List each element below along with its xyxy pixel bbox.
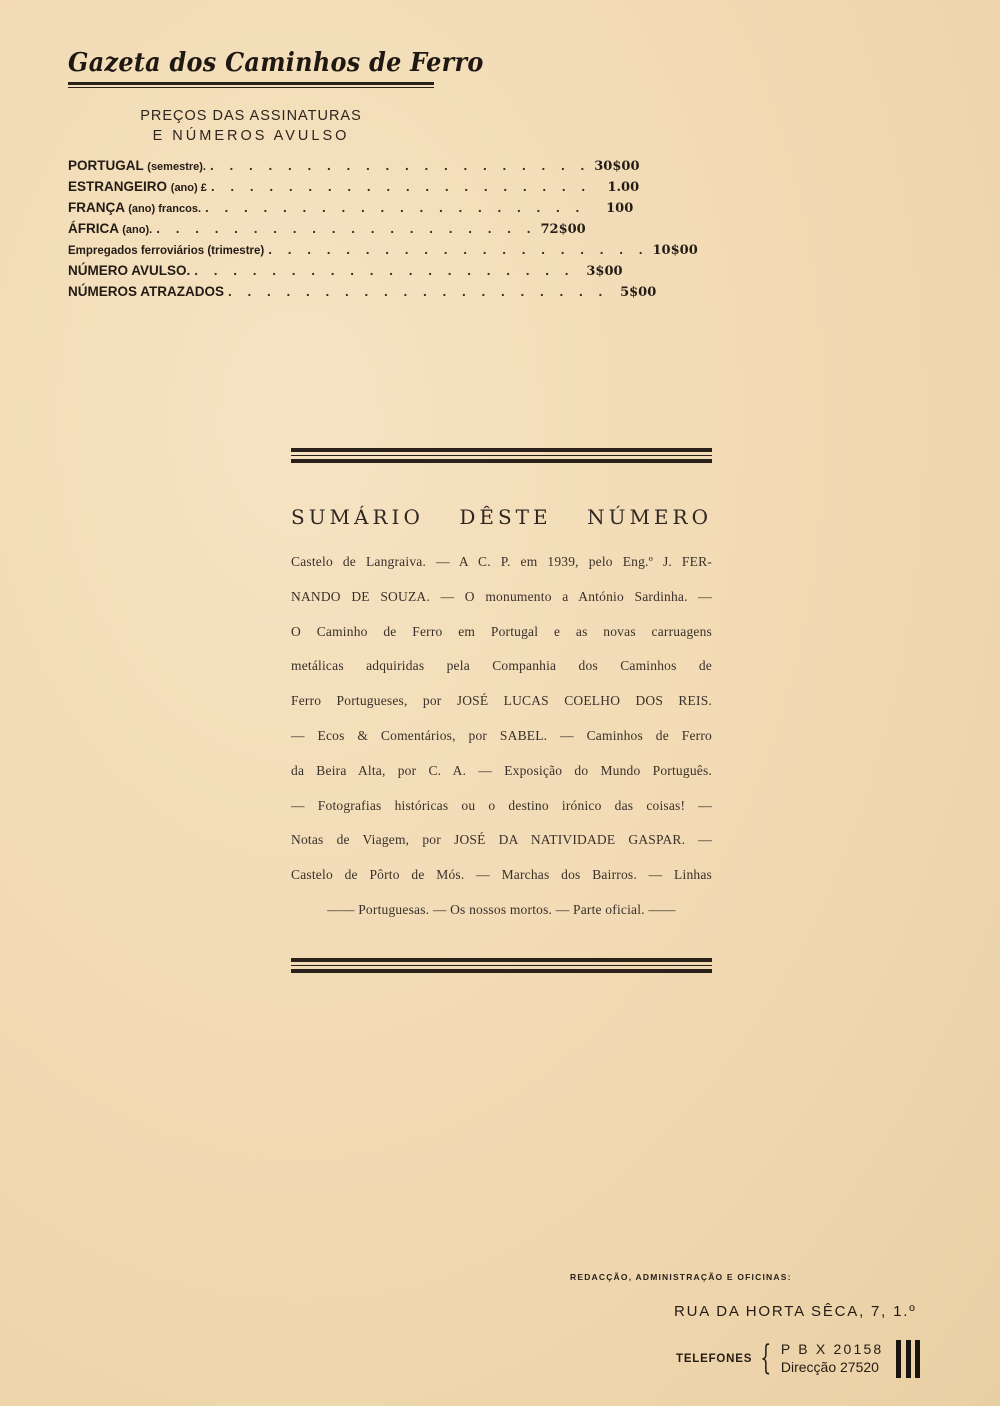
price-label: FRANÇA (ano) francos. xyxy=(68,200,201,215)
price-label: NÚMERO AVULSO. xyxy=(68,263,191,278)
rule-thick xyxy=(291,969,712,973)
summary-line: — Fotografias históricas ou o destino irónico das coisas! — xyxy=(291,797,712,813)
price-value: 10$00 xyxy=(652,243,698,258)
phone-numbers xyxy=(781,1340,884,1376)
rule-thin xyxy=(291,965,712,966)
summary-title-word: SUMÁRIO xyxy=(291,505,424,529)
phone-direccao: Direcção 27520 xyxy=(780,1359,879,1375)
price-label: ESTRANGEIRO (ano) £ xyxy=(68,179,207,194)
price-row xyxy=(68,179,640,200)
prices-heading-line2: E NÚMEROS AVULSO xyxy=(152,128,350,144)
rule-thick xyxy=(291,448,712,452)
summary-line: —— Portuguesas. — Os nossos mortos. — Parte oficial. —— xyxy=(327,901,676,917)
leader-dots: . . . . . . . . . . . . . . . . . . . . xyxy=(268,242,649,257)
summary-title xyxy=(291,505,712,529)
vertical-bars-icon xyxy=(896,1340,920,1378)
summary-line: Castelo de Langraiva. — A C. P. em 1939, pelo Eng.º J. FER- xyxy=(291,554,712,569)
leader-dots: . . . . . . . . . . . . . . . . . . . . xyxy=(209,158,591,173)
bar-mark xyxy=(896,1340,901,1378)
price-row xyxy=(68,242,698,263)
summary-line: Ferro Portugueses, por JOSÉ LUCAS COELHO DOS REIS. xyxy=(291,693,712,709)
price-label: NÚMEROS ATRAZADOS xyxy=(68,284,224,299)
summary-top-rule xyxy=(291,448,712,463)
price-value: 3$00 xyxy=(586,264,623,279)
summary-title-word: NÚMERO xyxy=(587,505,712,529)
footer-phones xyxy=(676,1340,883,1376)
price-row xyxy=(68,158,640,179)
phones-label: TELEFONES xyxy=(676,1353,753,1365)
leader-dots: . . . . . . . . . . . . . . . . . . . . xyxy=(205,200,586,215)
footer-note: REDACÇÃO, ADMINISTRAÇÃO E OFICINAS: xyxy=(570,1272,792,1282)
masthead-title: Gazeta dos Caminhos de Ferro xyxy=(68,48,484,78)
summary-line: NANDO DE SOUZA. — O monumento a António Sardinha. — xyxy=(291,588,712,604)
price-value: 1.00 xyxy=(607,180,640,195)
price-value: 100 xyxy=(606,201,634,216)
price-table xyxy=(68,158,698,305)
price-row xyxy=(68,200,634,221)
price-value: 72$00 xyxy=(540,222,586,237)
bar-mark xyxy=(915,1340,920,1378)
summary-title-word: DÊSTE xyxy=(459,505,552,529)
price-label: ÁFRICA (ano). xyxy=(68,221,153,236)
masthead-rule xyxy=(68,82,434,88)
bar-mark xyxy=(906,1340,911,1378)
summary-line: metálicas adquiridas pela Companhia dos Caminhos de xyxy=(291,658,712,674)
leader-dots: . . . . . . . . . . . . . . . . . . . . xyxy=(194,263,575,278)
summary-line: Castelo de Pôrto de Mós. — Marchas dos Bairros. — Linhas xyxy=(291,867,712,883)
footer-address: RUA DA HORTA SÊCA, 7, 1.º xyxy=(674,1303,917,1320)
summary-line: da Beira Alta, por C. A. — Exposição do Mundo Português. xyxy=(291,762,712,778)
price-value: 30$00 xyxy=(594,159,640,174)
brace-icon: { xyxy=(760,1338,772,1378)
prices-heading-line1: PREÇOS DAS ASSINATURAS xyxy=(140,108,362,124)
rule-thin xyxy=(291,455,712,456)
leader-dots: . . . . . . . . . . . . . . . . . . . . xyxy=(156,221,537,236)
summary-text xyxy=(291,552,712,935)
summary-line: — Ecos & Comentários, por SABEL. — Caminhos de Ferro xyxy=(291,727,712,743)
price-row xyxy=(68,221,586,242)
price-label: PORTUGAL (semestre). xyxy=(68,158,206,173)
price-label: Empregados ferroviários (trimestre) xyxy=(68,245,265,257)
leader-dots: . . . . . . . . . . . . . . . . . . . . xyxy=(210,179,592,194)
rule-thick xyxy=(291,459,712,463)
masthead xyxy=(68,46,484,88)
summary-line: O Caminho de Ferro em Portugal e as novas carruagens xyxy=(291,623,712,639)
rule-thick xyxy=(291,958,712,962)
leader-dots: . . . . . . . . . . . . . . . . . . . . xyxy=(228,284,609,299)
summary-bottom-rule xyxy=(291,958,712,973)
price-row xyxy=(68,284,657,305)
phone-pbx: P B X 20158 xyxy=(780,1341,884,1357)
prices-heading xyxy=(68,106,434,146)
price-value: 5$00 xyxy=(620,285,657,300)
price-row xyxy=(68,263,623,284)
summary-line: Notas de Viagem, por JOSÉ DA NATIVIDADE GASPAR. — xyxy=(291,832,712,848)
